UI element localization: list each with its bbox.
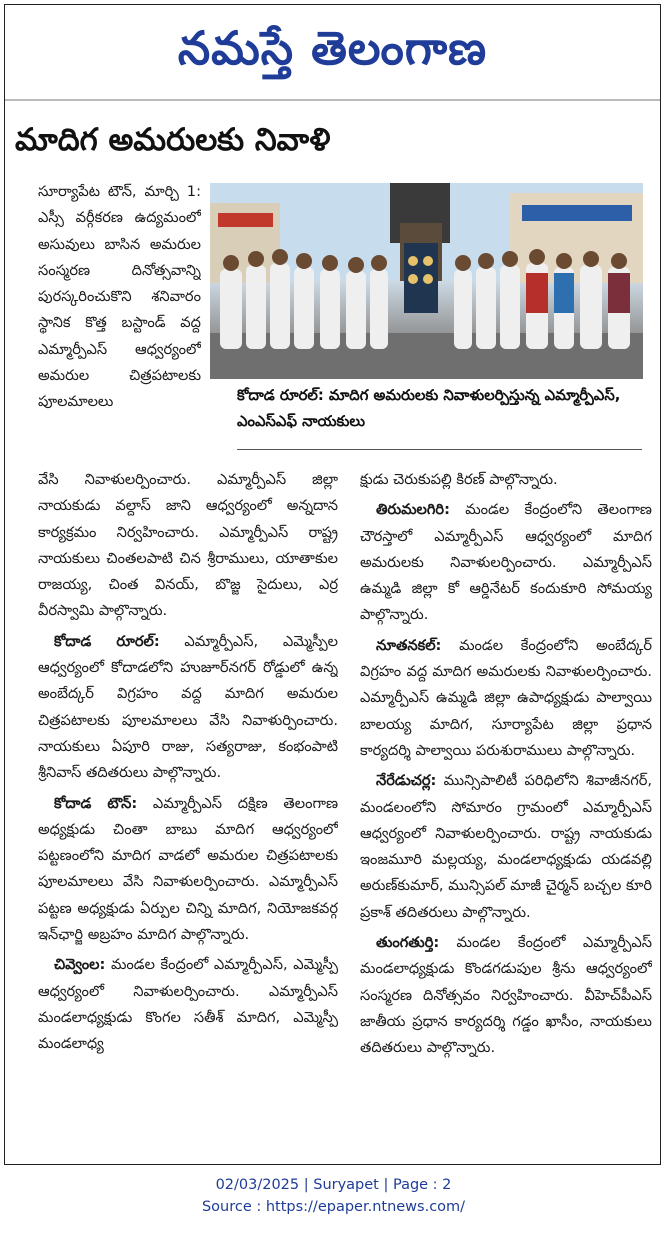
right-paragraph-0: క్షుడు చెరుకుపల్లి కిరణ్ పాల్గొన్నారు. (360, 471, 558, 488)
epaper-clipping (4, 4, 661, 1165)
article-right-column (360, 467, 652, 1159)
right-paragraph-4: తుంగతుర్తి: మండల కేంద్రంలో ఎమ్మార్పీఎస్ మండలాధ్యక్షుడు కొండగడుపుల శ్రీను ఆధ్వర్యంలో సంస్మరణ దినోత్సవం నిర్వహించారు. వీహెచ్‌పీఎస్ జాతీయ ప్రధాన కార్యదర్శి గడ్డం ఖాసీం, నాయకులు తదితరులు పాల్గొన్నారు. (360, 934, 652, 1057)
article-left-column (38, 467, 338, 1159)
article-intro-column: సూర్యాపేట టౌన్, మార్చి 1: ఎస్సీ వర్గీకరణ ఉద్యమంలో అసువులు బాసిన అమరుల సంస్మరణ దినోత్సవాన్ని పురస్కరించుకొని శనివారం స్థానిక కొత్త బస్టాండ్ వద్ద ఎమ్మార్పీఎస్ ఆధ్వర్యంలో అమరుల చిత్రపటాలకు పూలమాలలు (38, 183, 201, 411)
right-paragraph-1: తిరుమలగిరి: మండల కేంద్రంలోని తెలంగాణ చౌరస్తాలో ఎమ్మార్పీఎస్ ఆధ్వర్యంలో మాదిగ అమరులకు నివాళులర్పించారు. ఎమ్మార్పీఎస్ ఉమ్మడి జిల్లా కో ఆర్డినేటర్ కందుకూరి సోమయ్య పాల్గొన్నారు. (360, 501, 652, 624)
left-paragraph-2: కోదాడ టౌన్: ఎమ్మార్పీఎస్ దక్షిణ తెలంగాణ అధ్యక్షుడు చింతా బాబు మాదిగ ఆధ్వర్యంలో పట్టణంలోని మాదిగ వాడలో అమరుల చిత్రపటాలకు పూలమాలలు వేసి నివాళులర్పించారు. ఎమ్మార్పీఎస్ పట్టణ అధ్యక్షుడు ఏర్పుల చిన్ని మాదిగ, నియోజకవర్గ ఇన్‌ఛార్జి అబ్రహం మాదిగ పాల్గొన్నారు. (38, 794, 338, 944)
article-headline: మాదిగ అమరులకు నివాళి (15, 122, 331, 158)
photo-caption: కోదాడ రూరల్: మాదిగ అమరులకు నివాళులర్పిస్తున్న ఎమ్మార్పీఎస్, ఎంఎస్ఎఫ్ నాయకులు (237, 387, 621, 430)
edition-info: 02/03/2025 | Suryapet | Page : 2 (215, 1177, 452, 1193)
left-paragraph-3: చివ్వెంల: మండల కేంద్రంలో ఎమ్మార్పీఎస్, ఎమ్మెస్పీ ఆధ్వర్యంలో నివాళులర్పించారు. ఎమ్మార్పీఎస్ మండలాధ్యక్షుడు కొంగల సతీశ్ మాదిగ, ఎమ్మెస్పీ మండలాధ్య (38, 956, 338, 1053)
left-paragraph-0: వేసి నివాళులర్పించారు. ఎమ్మార్పీఎస్ జిల్లా నాయకుడు వల్దాస్ జాని ఆధ్వర్యంలో అన్నదాన కార్యక్రమం నిర్వహించారు. ఎమ్మార్పీఎస్ రాష్ట్ర నాయకులు చింతలపాటి చిన శ్రీరాములు, యాతాకుల రాజయ్య, చింత వినయ్, బొజ్జ సైదులు, ఎర్ర వీరస్వామి పాల్గొన్నారు. (38, 471, 338, 620)
right-paragraph-3: నేరేడుచర్ల: మున్సిపాలిటీ పరిధిలోని శివాజీనగర్, మండలంలోని సోమారం గ్రామంలో ఎమ్మార్పీఎస్ ఆధ్వర్యంలో నివాళులర్పించారు. రాష్ట్ర నాయకుడు ఇంజమూరి మల్లయ్య, మండలాధ్యక్షుడు యడవల్లి అరుణ్‌కుమార్, మున్సిపల్ మాజీ చైర్మన్ బచ్చల కూరి ప్రకాశ్ తదితరులు పాల్గొన్నారు. (360, 772, 652, 921)
newspaper-masthead: నమస్తే తెలంగాణ (177, 21, 488, 75)
epaper-footer (0, 1174, 667, 1218)
source-link[interactable]: Source : https://epaper.ntnews.com/ (201, 1199, 466, 1215)
right-paragraph-2: నూతనకల్: మండల కేంద్రంలోని అంబేద్కర్ విగ్రహం వద్ద మాదిగ అమరులకు నివాళులర్పించారు. ఎమ్మార్పీఎస్ ఉమ్మడి జిల్లా ఉపాధ్యక్షుడు పాల్వాయి బాలయ్య మాదిగ, సూర్యాపేట జిల్లా ప్రధాన కార్యదర్శి పాల్వాయి పరుశురాములు పాల్గొన్నారు. (360, 636, 652, 759)
left-paragraph-1: కోదాడ రూరల్: ఎమ్మార్పీఎస్, ఎమ్మెస్పీల ఆధ్వర్యంలో కోదాడలోని హుజూర్‌నగర్ రోడ్డులో ఉన్న అంబేద్కర్ విగ్రహం వద్ద మాదిగ అమరుల చిత్రపటాలకు పూలమాలలు వేసి నివాళుర్పించారు. నాయకులు ఏపూరి రాజు, సత్యరాజు, కంభంపాటి శ్రీనివాస్ తదితరులు పాల్గొన్నారు. (38, 632, 338, 782)
masthead-divider (5, 99, 660, 101)
caption-divider (237, 449, 642, 450)
news-photo (210, 183, 643, 379)
